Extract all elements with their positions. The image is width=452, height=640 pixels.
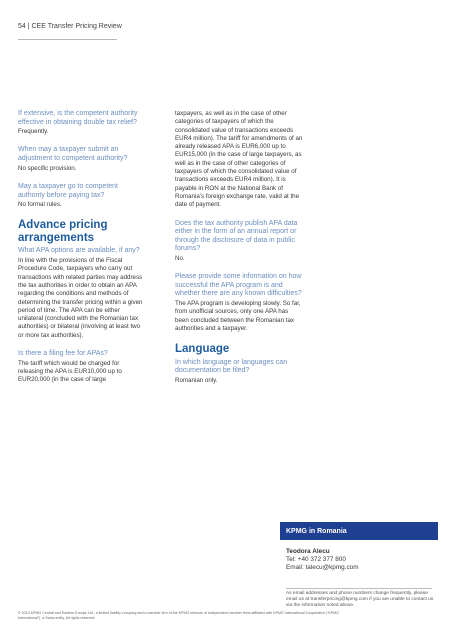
page-header: 54 | CEE Transfer Pricing Review (18, 23, 122, 30)
question-heading: If extensive, is the competent authority effective in obtaining double tax relief? (18, 110, 138, 126)
section-heading: Language (175, 343, 230, 356)
contact-body (280, 540, 438, 572)
paragraph: In line with the provisions of the Fiscal Procedure Code, taxpayers who carry out transactions with related parties may address the tax authorities in order to obtain an APA regarding the conditions and methods of determining the transfer pricing within a given period of time. The APA can be either unilateral (concluded with the Romanian tax authorities) or bilateral (involving at least two or more tax authorities). (18, 257, 143, 339)
header-rule (18, 39, 117, 40)
right-column (175, 110, 303, 395)
question-heading: In which language or languages can documentation be filed? (175, 358, 288, 375)
paragraph: Romanian only. (175, 376, 218, 384)
section-heading: Advance pricing arrangements (18, 219, 108, 244)
contact-rule (286, 588, 432, 589)
paragraph: Frequently. (18, 128, 49, 136)
question-heading: Is there a filing fee for APAs? (18, 350, 108, 358)
contact-tel: Tel: +40 372 377 800 (286, 556, 346, 563)
contact-name: Teodora Alecu (286, 548, 330, 555)
question-heading: When may a taxpayer submit an adjustment to competent authority? (18, 146, 128, 163)
paragraph: taxpayers, as well as in the case of other categories of taxpayers of which the consolidated value of transactions exceeds EUR4 million). The tariff for amendments of an already released APA is EUR6,000 up to EUR15,000 (in the case of large taxpayers, as well as in the case of other categories of taxpayers of which the consolidated value of transactions exceeds EUR4 million). It is payable in RON at the National Bank of Romania’s foreign exchange rate, valid at the date of payment. (175, 110, 303, 209)
question-heading: May a taxpayer go to competent authority before paying tax? (18, 182, 118, 199)
contact-box (280, 522, 438, 572)
contact-email[interactable]: Email: talecu@kpmg.com (286, 564, 359, 571)
question-heading: What APA options are available, if any? (18, 247, 140, 255)
paragraph: No specific provision. (18, 164, 77, 172)
paragraph: The APA program is developing slowly. So far, from unofficial sources, only one APA has been concluded between the Romanian tax authorities and a taxpayer. (175, 300, 301, 332)
contact-title: KPMG in Romania (280, 522, 438, 540)
paragraph: The tariff which would be charged for releasing the APA is EUR10,000 up to EUR20,000 (in the case of large (18, 359, 122, 384)
contact-note: As email addresses and phone numbers change frequently, please email us at transferpricing@kpmg.com if you are unable to contact us via the information noted above. (286, 591, 434, 609)
paragraph: No formal rules. (18, 201, 62, 209)
question-heading: Please provide some information on how successful the APA program is and whether there are any known difficulties? (175, 273, 302, 298)
question-heading: Does the tax authority publish APA data either in the form of an annual report or through the disclosure of data in public forums? (175, 219, 298, 253)
left-column (18, 110, 146, 395)
footer-copyright: © 2013 KPMG Central and Eastern Europe Ltd., a limited liability company and a member firm of the KPMG network of independent member firms affiliated with KPMG International Cooperative (“KPMG International”), a Swiss entity. All rights reserved. (18, 611, 339, 620)
paragraph: No. (175, 254, 185, 262)
